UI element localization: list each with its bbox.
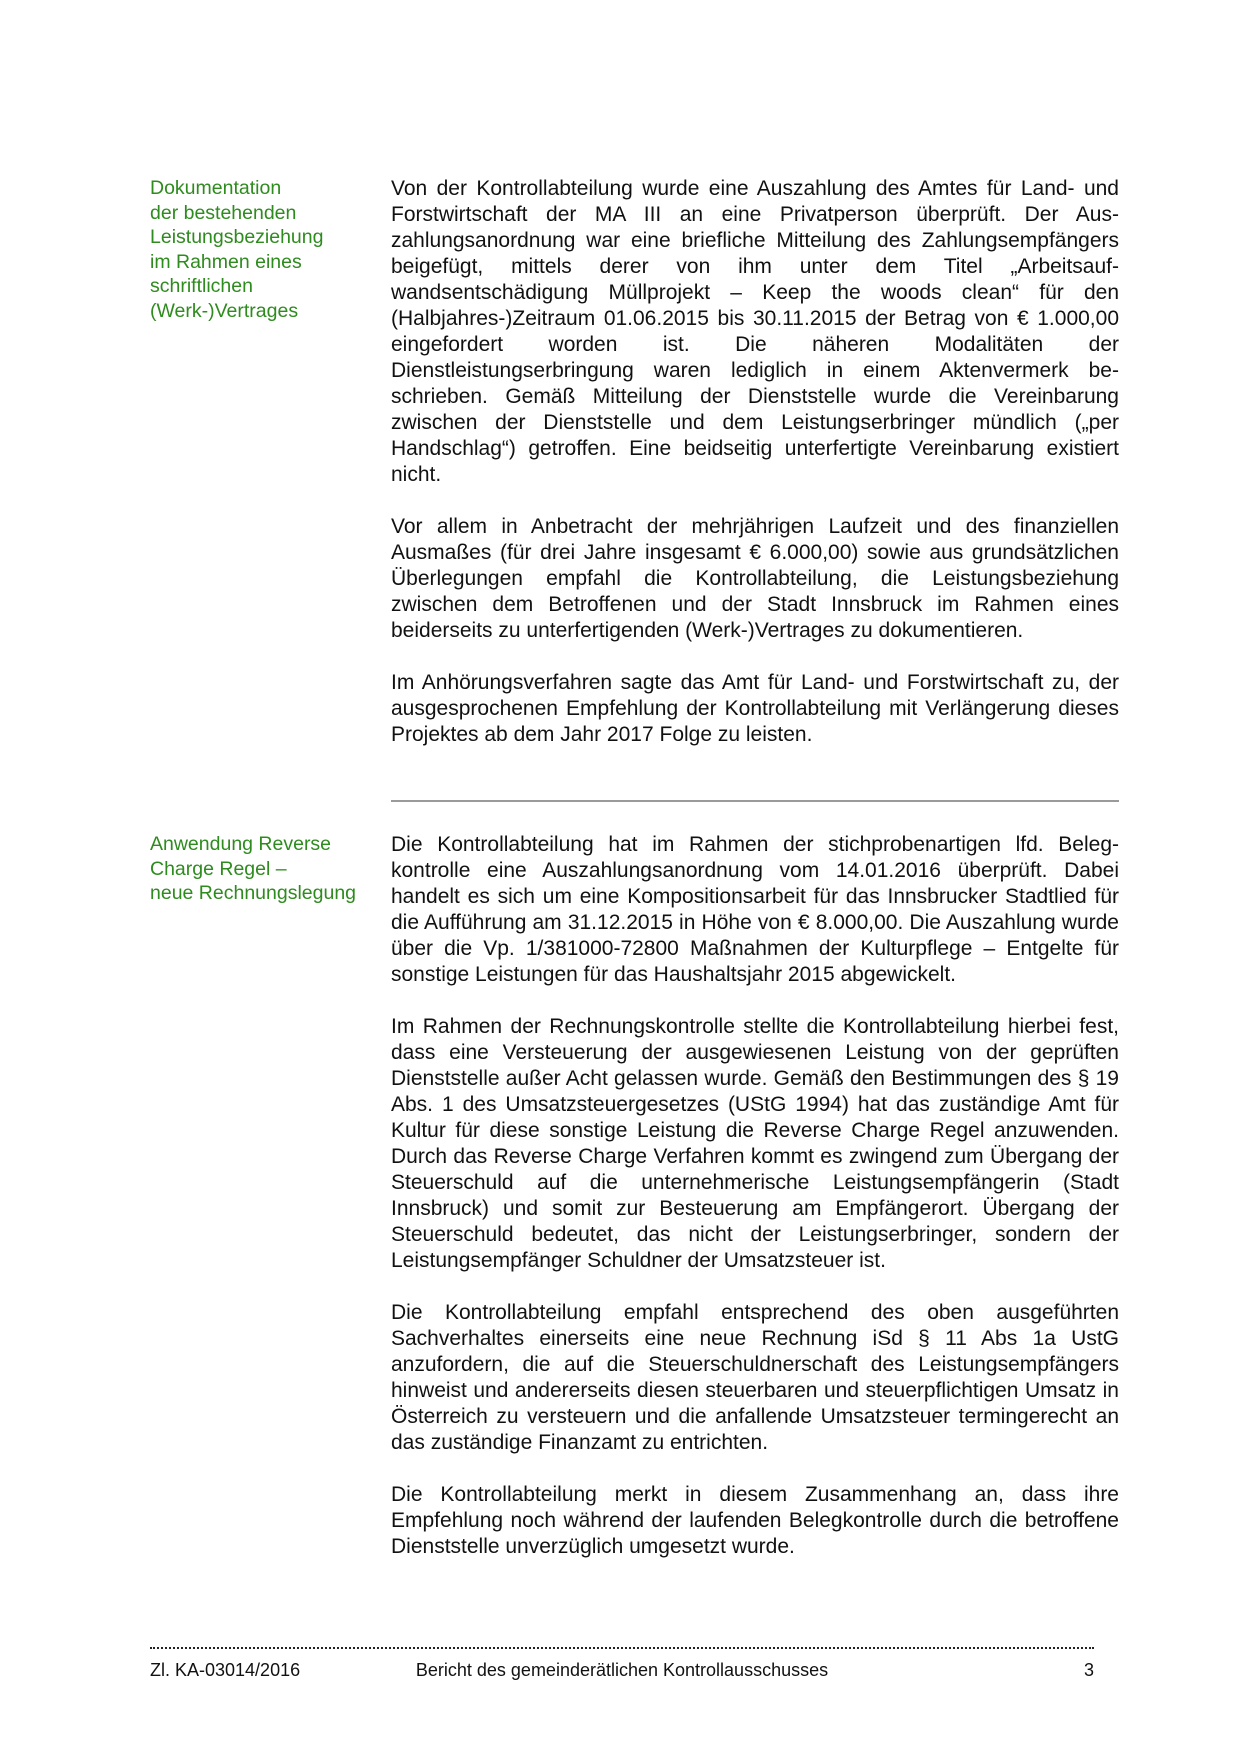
paragraph: Von der Kontrollabteilung wurde eine Auszahlung des Amtes für Land- und Forstwirtschaft der MA III an eine Privatperson überprüft. Der Auszahlungsanordnung war eine briefliche Mitteilung des Zahlungsempfängers beigefügt, mittels derer von ihm unter dem Titel „Arbeitsaufwandsentschädigung Müllprojekt – Keep the woods clean“ für den (Halbjahres-)Zeitraum 01.06.2015 bis 30.11.2015 der Betrag von € 1.000,00 eingefordert worden ist. Die näheren Modalitäten der Dienstleistungserbringung waren lediglich in einem Aktenvermerk beschrieben. Gemäß Mitteilung der Dienststelle wurde die Vereinbarung zwischen der Dienststelle und dem Leistungserbringer mündlich („per Handschlag“) getroffen. Eine beidseitig unterfertigte Vereinbarung existiert nicht. xyxy=(391,177,1119,486)
footer-title: Bericht des gemeinderätlichen Kontrollausschusses xyxy=(415,1660,829,1680)
footer-rule xyxy=(150,1647,1094,1649)
paragraph: Die Kontrollabteilung merkt in diesem Zusammenhang an, dass ihre Empfehlung noch während der laufenden Belegkontrolle durch die betroffene Dienststelle unverzüglich umgesetzt wurde. xyxy=(391,1483,1119,1558)
paragraph: Die Kontrollabteilung empfahl entsprechend des oben ausgeführten Sachverhaltes einerseits eine neue Rechnung iSd § 11 Abs 1a UstG anzufordern, die auf die Steuerschuldnerschaft des Leistungsempfängers hinweist und andererseits diesen steuerbaren und steuerpflichtigen Umsatz in Österreich zu versteuern und die anfallende Umsatzsteuer termingerecht an das zuständige Finanzamt zu entrichten. xyxy=(391,1301,1119,1454)
page-footer xyxy=(150,1658,1094,1682)
section-body-reverse-charge xyxy=(391,832,1119,1560)
paragraph: Die Kontrollabteilung hat im Rahmen der stichprobenartigen lfd. Belegkontrolle eine Auszahlungsanordnung vom 14.01.2016 überprüft. Dabei handelt es sich um eine Kompositionsarbeit für das Innsbrucker Stadtlied für die Aufführung am 31.12.2015 in Höhe von € 8.000,00. Die Auszahlung wurde über die Vp. 1/381000-72800 Maßnahmen der Kulturpflege – Entgelte für sonstige Leistungen für das Haushaltsjahr 2015 abgewickelt. xyxy=(391,833,1119,986)
paragraph: Im Anhörungsverfahren sagte das Amt für Land- und Forstwirtschaft zu, der ausgesprochenen Empfehlung der Kontrollabteilung mit Verlängerung dieses Projektes ab dem Jahr 2017 Folge zu leisten. xyxy=(391,671,1119,746)
margin-note-reverse-charge: Anwendung Reverse Charge Regel – neue Rechnungslegung xyxy=(150,833,357,904)
section-body-werkvertrag xyxy=(391,176,1119,748)
footer-reference: Zl. KA-03014/2016 xyxy=(150,1660,301,1680)
page-number: 3 xyxy=(1083,1660,1094,1680)
margin-note-werkvertrag: Dokumentation der bestehenden Leistungsbeziehung im Rahmen eines schriftlichen (Werk-)Vertrages xyxy=(150,177,324,322)
section-divider xyxy=(391,800,1119,802)
paragraph: Im Rahmen der Rechnungskontrolle stellte die Kontrollabteilung hierbei fest, dass eine Versteuerung der ausgewiesenen Leistung von der geprüften Dienststelle außer Acht gelassen wurde. Gemäß den Bestimmungen des § 19 Abs. 1 des Umsatzsteuergesetzes (UStG 1994) hat das zuständige Amt für Kultur für diese sonstige Leistung die Reverse Charge Regel anzuwenden. Durch das Reverse Charge Verfahren kommt es zwingend zum Übergang der Steuerschuld auf die unternehmerische Leistungsempfängerin (Stadt Innsbruck) und somit zur Besteuerung am Empfängerort. Übergang der Steuerschuld bedeutet, das nicht der Leistungserbringer, sondern der Leistungsempfänger Schuldner der Umsatzsteuer ist. xyxy=(391,1015,1119,1272)
paragraph: Vor allem in Anbetracht der mehrjährigen Laufzeit und des finanziellen Ausmaßes (für drei Jahre insgesamt € 6.000,00) sowie aus grundsätzlichen Überlegungen empfahl die Kontrollabteilung, die Leistungsbeziehung zwischen dem Betroffenen und der Stadt Innsbruck im Rahmen eines beiderseits zu unterfertigenden (Werk-)Vertrages zu dokumentieren. xyxy=(391,515,1119,642)
